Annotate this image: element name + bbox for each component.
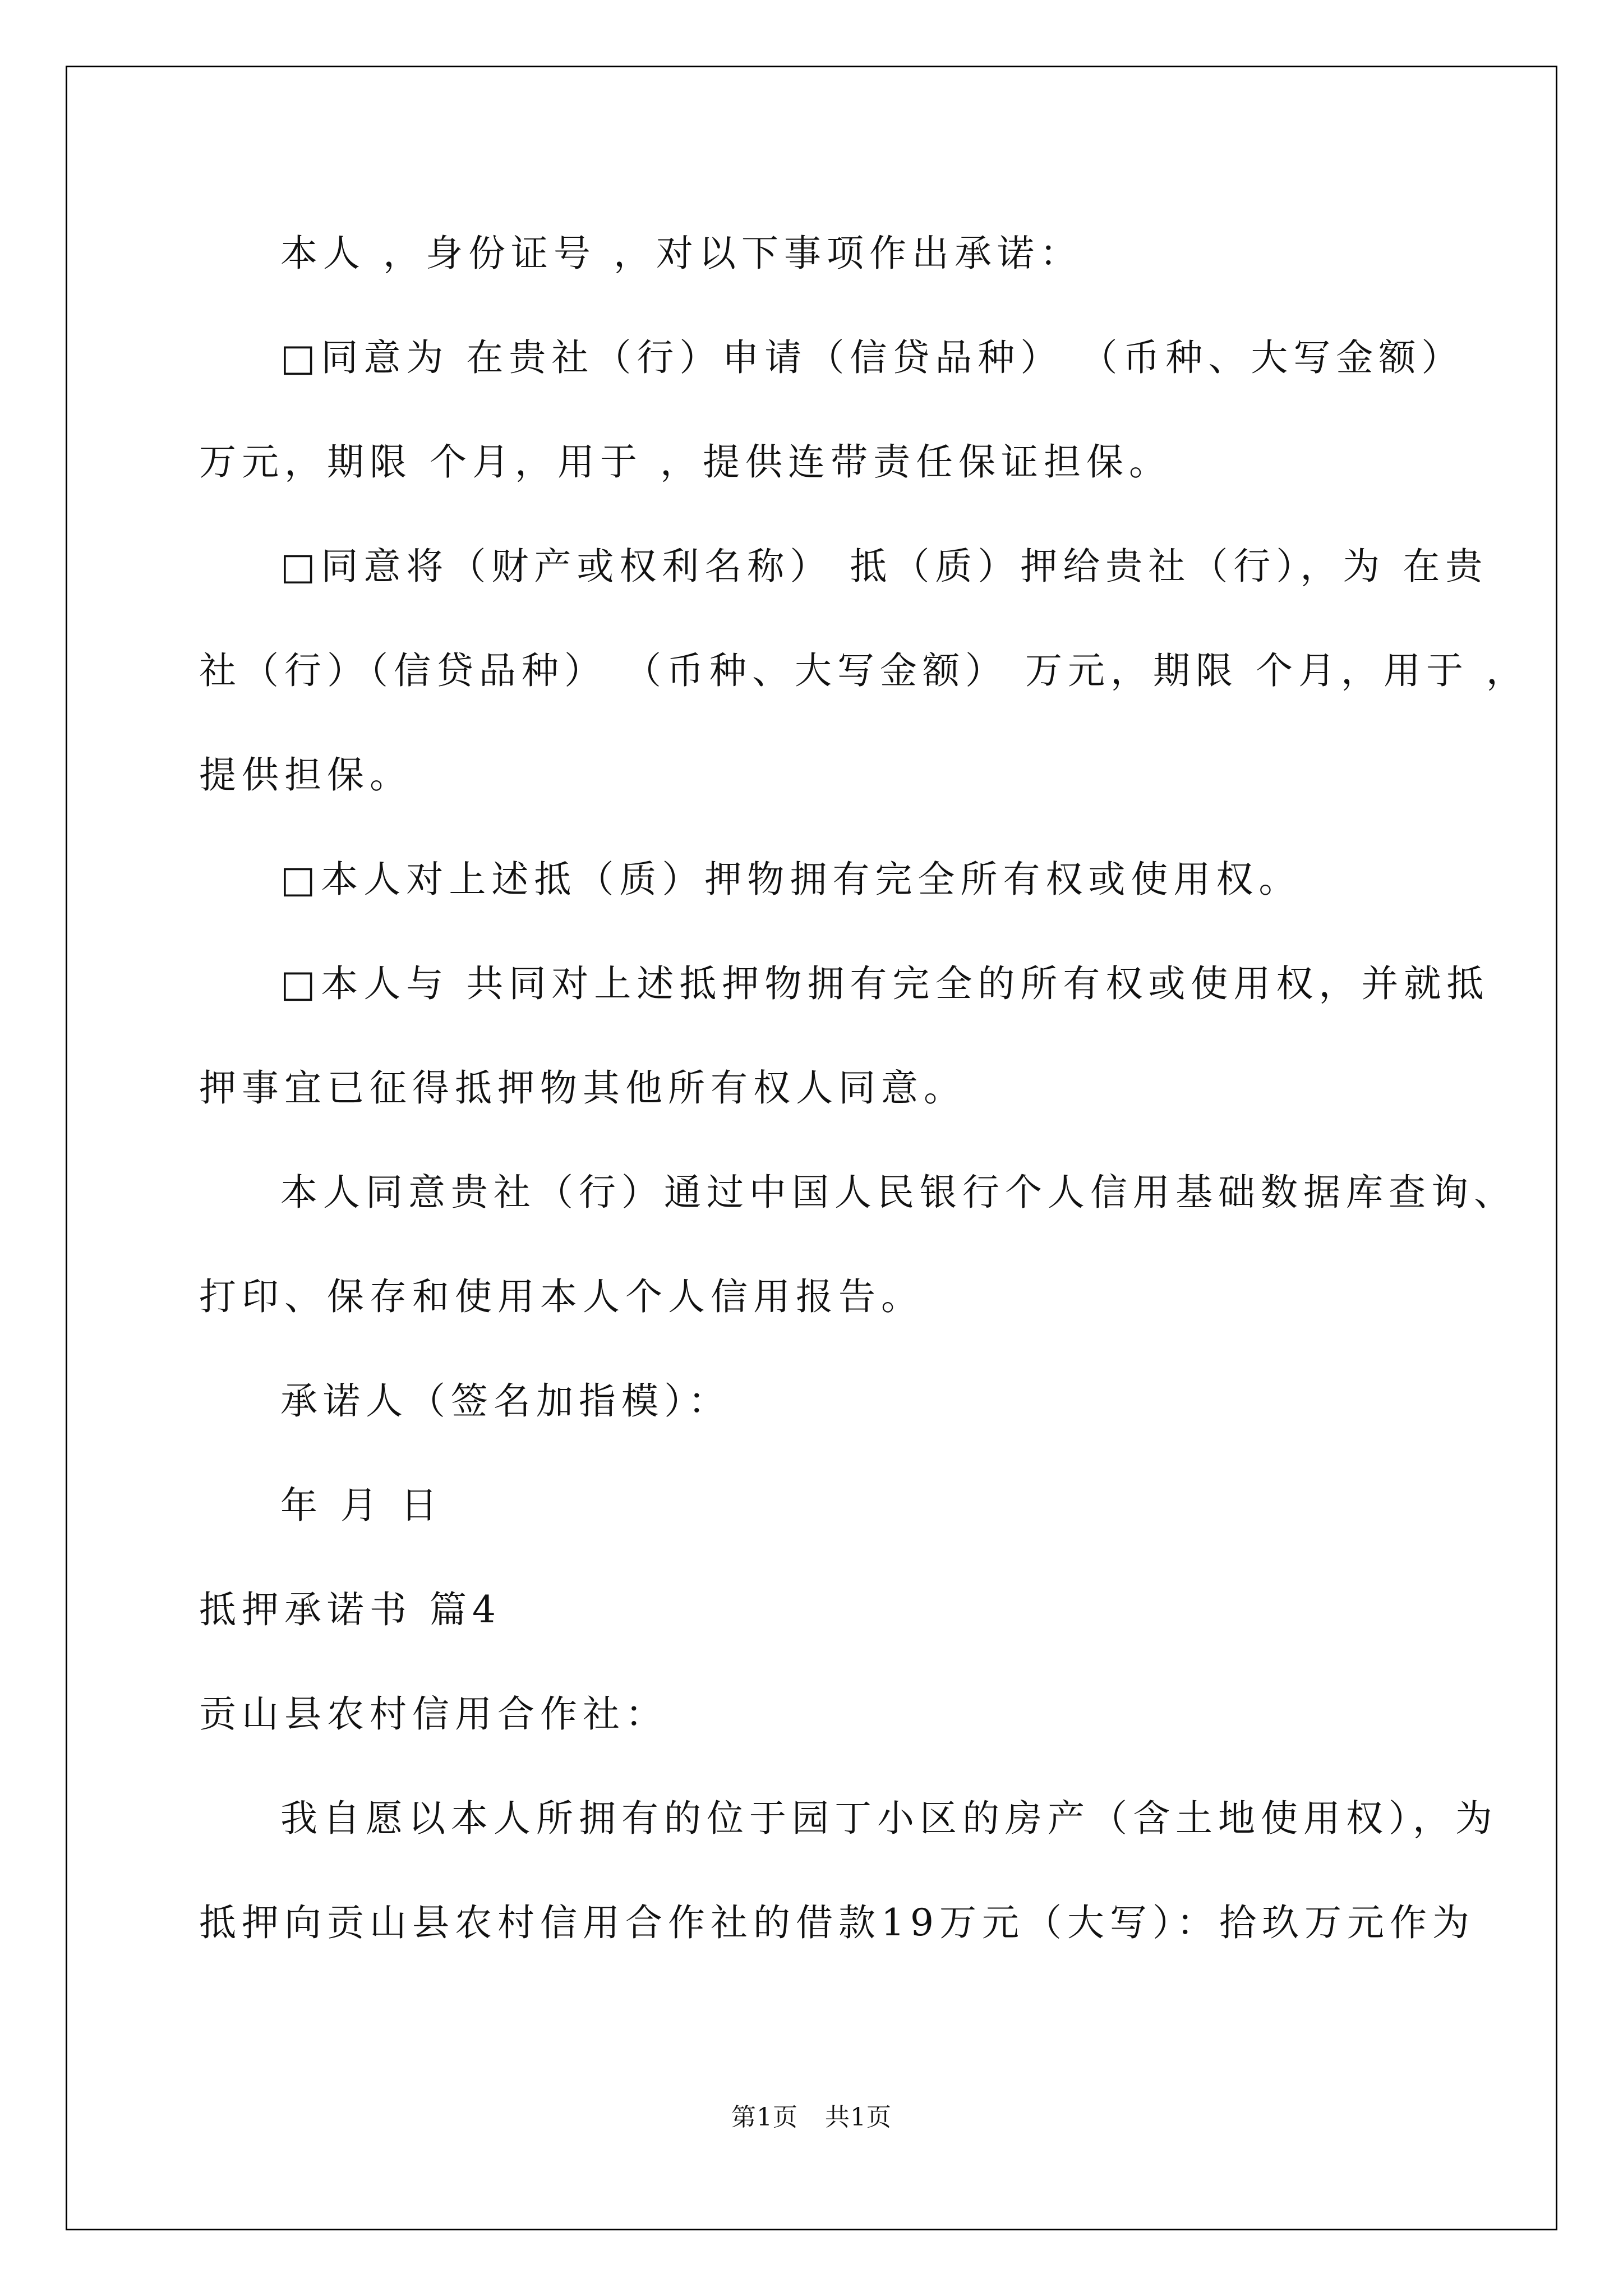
paragraph-commitment-intro: 本人 ，身份证号 ，对以下事项作出承诺：	[280, 232, 1082, 275]
paragraph-credit-consent-cont: 打印、保存和使用本人个人信用报告。	[199, 1275, 924, 1318]
paragraph-mortgage-statement-cont: 抵押向贡山县农村信用合作社的借款19万元（大写）：拾玖万元作为	[199, 1901, 1475, 1944]
date-line: 年 月 日	[280, 1484, 443, 1527]
paragraph-joint-ownership-cont: 押事宜已征得抵押物其他所有权人同意。	[199, 1066, 966, 1110]
paragraph-mortgage-statement: 我自愿以本人所拥有的位于园丁小区的房产（含土地使用权），为	[280, 1797, 1498, 1840]
page-footer	[0, 2105, 1623, 2130]
section-heading: 抵押承诺书 篇4	[199, 1588, 501, 1631]
addressee-line: 贡山县农村信用合作社：	[199, 1692, 668, 1736]
paragraph-ownership-option: □本人对上述抵（质）押物拥有完全所有权或使用权。	[280, 858, 1302, 901]
paragraph-credit-consent: 本人同意贵社（行）通过中国人民银行个人信用基础数据库查询、	[280, 1171, 1516, 1214]
page-number: 第1页	[731, 2103, 798, 2132]
page-total: 共1页	[825, 2103, 892, 2132]
paragraph-pledge-option-end: 提供担保。	[199, 753, 412, 797]
paragraph-joint-ownership-option: □本人与 共同对上述抵押物拥有完全的所有权或使用权，并就抵	[280, 962, 1490, 1005]
paragraph-guarantee-option: □同意为 在贵社（行）申请（信贷品种） （币种、大写金额）	[280, 336, 1464, 379]
signature-line: 承诺人（签名加指模）：	[280, 1379, 731, 1423]
paragraph-guarantee-option-cont: 万元，期限 个月，用于 ，提供连带责任保证担保。	[199, 440, 1172, 484]
paragraph-pledge-option-cont: 社（行）（信贷品种） （币种、大写金额） 万元，期限 个月，用于 ，	[199, 649, 1529, 692]
paragraph-pledge-option: □同意将（财产或权利名称） 抵（质）押给贵社（行），为 在贵	[280, 545, 1488, 588]
